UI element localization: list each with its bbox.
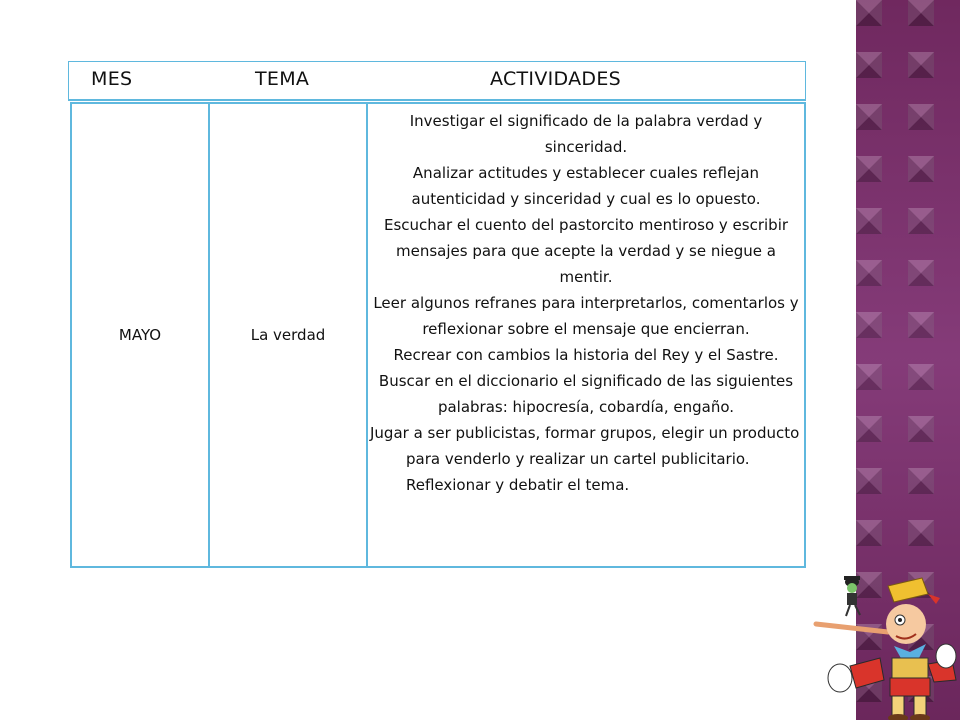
table-body [70, 102, 806, 568]
cell-mes-value: MAYO [118, 326, 162, 344]
activity-item: Escuchar el cuento del pastorcito mentiroso y escribir mensajes para que acepte la verdad y se niegue a mentir. [383, 216, 789, 286]
header-mes: MES [91, 68, 133, 90]
activity-item: Jugar a ser publicistas, formar grupos, elegir un producto para venderlo y realizar un cartel publicitario. Reflexionar y debatir el tema. [370, 424, 800, 494]
activity-item: Buscar en el diccionario el significado de las siguientes palabras: hipocresía, cobardía, engaño. [378, 372, 794, 416]
header-actividades: ACTIVIDADES [490, 68, 622, 90]
cricket-figure [844, 576, 860, 616]
header-tema: TEMA [255, 68, 310, 90]
activity-item: Investigar el significado de la palabra verdad y sinceridad. [409, 112, 763, 156]
pinocchio-illustration [810, 568, 960, 720]
cell-tema [210, 104, 366, 566]
activity-item: Analizar actitudes y establecer cuales reflejan autenticidad y sinceridad y cual es lo opuesto. [411, 164, 761, 208]
cell-tema-value: La verdad [250, 326, 326, 344]
table-header-row [68, 61, 806, 101]
cell-mes [72, 104, 208, 566]
activity-item: Recrear con cambios la historia del Rey y el Sastre. [393, 346, 779, 364]
cell-actividades [368, 108, 804, 498]
nose-shape [816, 624, 888, 632]
activity-item: Leer algunos refranes para interpretarlos, comentarlos y reflexionar sobre el mensaje que encierran. [373, 294, 799, 338]
